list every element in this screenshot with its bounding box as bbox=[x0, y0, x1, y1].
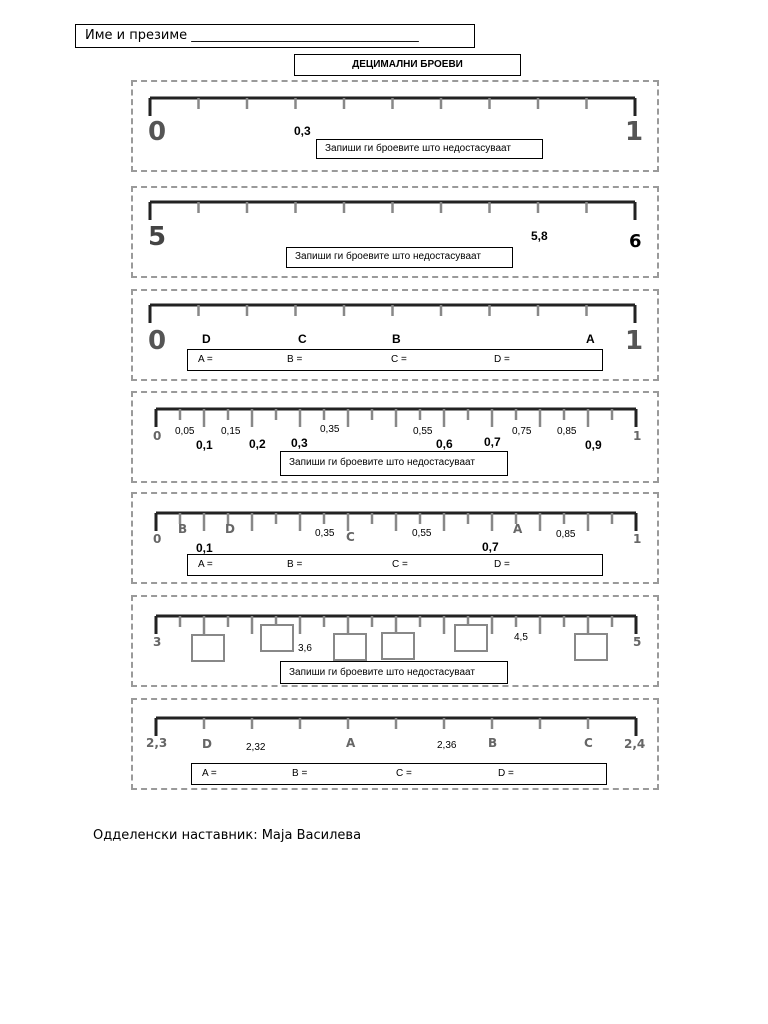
ruler-6-label-36: 3,6 bbox=[298, 643, 312, 654]
answer-b-label: B = bbox=[292, 768, 308, 779]
ruler-4-bold-02: 0,2 bbox=[249, 437, 266, 451]
ruler-1-label: 0,3 bbox=[294, 124, 311, 138]
ruler-4-start: 0 bbox=[153, 429, 162, 443]
ruler-5-bold-01: 0,1 bbox=[196, 541, 213, 555]
ruler-7-start: 2,3 bbox=[146, 736, 168, 750]
answer-a-label: A = bbox=[198, 559, 213, 570]
ruler-3-letter-c: C bbox=[298, 332, 307, 346]
ruler-5-bold-07: 0,7 bbox=[482, 540, 499, 554]
answer-d-label: D = bbox=[494, 559, 510, 570]
teacher-signature: Одделенски наставник: Маја Василева bbox=[93, 828, 362, 843]
number-line-7 bbox=[156, 714, 641, 740]
ruler-6-end: 5 bbox=[633, 635, 642, 649]
ruler-4-label-035: 0,35 bbox=[320, 424, 340, 435]
ruler-7-letter-a: A bbox=[346, 736, 356, 750]
name-label: Име и презиме ___________________________________ bbox=[85, 28, 419, 43]
ruler-7-label-232: 2,32 bbox=[246, 742, 266, 753]
answer-c-label: C = bbox=[392, 559, 408, 570]
ruler-4-bold-06: 0,6 bbox=[436, 437, 453, 451]
ruler-4-label-075: 0,75 bbox=[512, 426, 532, 437]
blank-answer-square-3[interactable] bbox=[333, 633, 367, 661]
instruction-box-6: Запиши ги броевите што недостасуваат bbox=[280, 661, 508, 684]
ruler-4-end: 1 bbox=[633, 429, 642, 443]
answer-box-3[interactable] bbox=[187, 349, 603, 371]
instruction-box-4: Запиши ги броевите што недостасуваат bbox=[280, 451, 508, 476]
ruler-6-start: 3 bbox=[153, 635, 162, 649]
ruler-5-start: 0 bbox=[153, 532, 162, 546]
number-line-3 bbox=[150, 301, 645, 327]
ruler-4-label-005: 0,05 bbox=[175, 426, 195, 437]
ruler-7-end: 2,4 bbox=[624, 737, 646, 751]
blank-answer-square-2[interactable] bbox=[260, 624, 294, 652]
ruler-7-letter-d: D bbox=[202, 737, 212, 751]
blank-answer-square-5[interactable] bbox=[454, 624, 488, 652]
answer-box-7[interactable] bbox=[191, 763, 607, 785]
ruler-2-end: 6 bbox=[629, 231, 642, 252]
ruler-5-letter-a: A bbox=[513, 522, 523, 536]
ruler-4-bold-07: 0,7 bbox=[484, 435, 501, 449]
ruler-7-label-236: 2,36 bbox=[437, 740, 457, 751]
ruler-4-bold-09: 0,9 bbox=[585, 438, 602, 452]
ruler-6-label-45: 4,5 bbox=[514, 632, 528, 643]
ruler-3-end: 1 bbox=[625, 326, 644, 356]
ruler-3-start: 0 bbox=[148, 326, 167, 356]
ruler-7-letter-c: C bbox=[584, 736, 593, 750]
ruler-4-bold-03: 0,3 bbox=[291, 436, 308, 450]
ruler-3-letter-d: D bbox=[202, 332, 211, 346]
ruler-3-letter-a: A bbox=[586, 332, 595, 346]
ruler-5-letter-c: C bbox=[346, 530, 355, 544]
ruler-4-label-015: 0,15 bbox=[221, 426, 241, 437]
blank-answer-square-6[interactable] bbox=[574, 633, 608, 661]
blank-answer-square-4[interactable] bbox=[381, 632, 415, 660]
ruler-2-start: 5 bbox=[148, 222, 167, 252]
ruler-5-letter-d: D bbox=[225, 522, 235, 536]
answer-c-label: C = bbox=[396, 768, 412, 779]
ruler-5-label-055: 0,55 bbox=[412, 528, 432, 539]
number-line-1 bbox=[150, 94, 645, 120]
answer-b-label: B = bbox=[287, 354, 303, 365]
answer-d-label: D = bbox=[498, 768, 514, 779]
ruler-5-label-085: 0,85 bbox=[556, 529, 576, 540]
answer-c-label: C = bbox=[391, 354, 407, 365]
number-line-2 bbox=[150, 198, 645, 224]
ruler-4-label-085: 0,85 bbox=[557, 426, 577, 437]
answer-d-label: D = bbox=[494, 354, 510, 365]
answer-a-label: A = bbox=[202, 768, 217, 779]
worksheet-title: ДЕЦИМАЛНИ БРОЕВИ bbox=[294, 54, 521, 76]
answer-box-5[interactable] bbox=[187, 554, 603, 576]
answer-a-label: A = bbox=[198, 354, 213, 365]
instruction-box-2: Запиши ги броевите што недостасуваат bbox=[286, 247, 513, 268]
ruler-5-letter-b: B bbox=[178, 522, 188, 536]
ruler-1-end: 1 bbox=[625, 117, 644, 147]
answer-b-label: B = bbox=[287, 559, 303, 570]
instruction-box-1: Запиши ги броевите што недостасуваат bbox=[316, 139, 543, 159]
ruler-5-label-035: 0,35 bbox=[315, 528, 335, 539]
name-field-box[interactable] bbox=[75, 24, 475, 48]
ruler-5-end: 1 bbox=[633, 532, 642, 546]
ruler-4-label-055: 0,55 bbox=[413, 426, 433, 437]
ruler-4-bold-01: 0,1 bbox=[196, 438, 213, 452]
ruler-2-label: 5,8 bbox=[531, 229, 548, 243]
ruler-7-letter-b: B bbox=[488, 736, 498, 750]
blank-answer-square-1[interactable] bbox=[191, 634, 225, 662]
ruler-3-letter-b: B bbox=[392, 332, 401, 346]
ruler-1-start: 0 bbox=[148, 117, 167, 147]
